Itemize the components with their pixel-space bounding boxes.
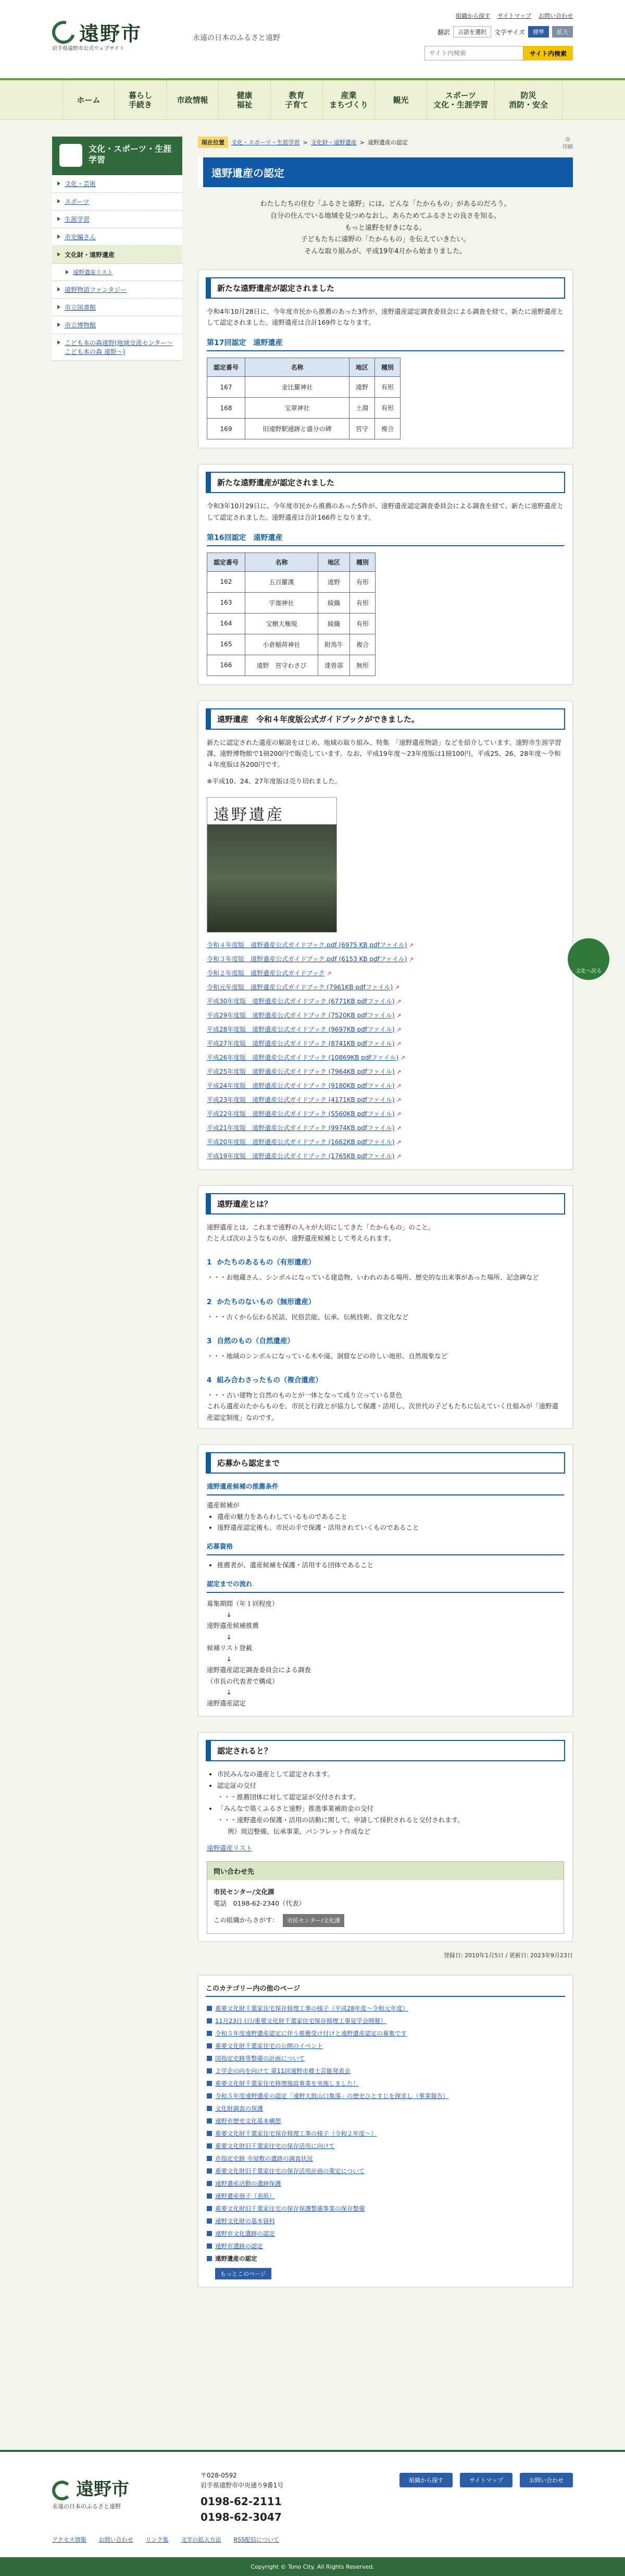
util-link-sitemap[interactable]: サイトマップ	[497, 13, 531, 19]
section-after-approval	[198, 1732, 573, 1942]
list-item	[206, 2027, 565, 2040]
cell: 綾織	[318, 592, 350, 613]
sidebar-link[interactable]: スポーツ	[65, 198, 90, 205]
cell: 遠野	[318, 571, 350, 592]
category-link[interactable]: 遠野市文化遺跡の認定	[215, 2230, 275, 2238]
type-number: 1	[207, 1258, 212, 1267]
list-item	[207, 994, 564, 1008]
font-enlarge-button[interactable]: 拡大	[552, 26, 573, 38]
cell: 宇迦神社	[245, 592, 318, 613]
contact-org: 市民センター/文化課	[214, 1887, 274, 1896]
breadcrumb-current: 遠野遺産の認定	[368, 139, 408, 146]
site-footer	[0, 2450, 625, 2576]
category-link[interactable]: 11月23日 (日/重要文化財千葉家住宅保存修理工事見学会開催）	[215, 2017, 386, 2025]
sidebar-item-museum[interactable]	[52, 316, 182, 334]
list-item	[207, 938, 564, 952]
list-item: • 遺産の魅力をあらわしているものであること	[217, 1511, 564, 1523]
section-note: ※平成10、24、27年度版は売り切れました。	[207, 777, 342, 785]
category-link[interactable]: 遠野市歴史文化基本構想	[215, 2117, 281, 2125]
table-row	[207, 377, 401, 398]
pdf-link[interactable]: 令和４年度版 遠野遺産公式ガイドブック.pdf (6975 KB pdfファイル)	[207, 941, 407, 949]
page-title: 遠野遺産の認定	[198, 157, 573, 187]
section-heading: 遠野遺産 令和４年度版公式ガイドブックができました。	[206, 708, 565, 730]
gnav-industry[interactable]: 産業 まちづくり	[323, 80, 375, 120]
sidebar-item-arts[interactable]	[52, 175, 182, 193]
section-heading: 認定されると？	[206, 1740, 565, 1761]
footer-address: 〒028-0592 岩手県遠野市中央通り9番1号	[201, 2472, 284, 2489]
updated-date: 登録日: 2010年1月5日 / 更新日: 2023年9月23日	[443, 1952, 573, 1959]
list-item	[207, 1135, 564, 1149]
heritage-type-text: ・・・地域のシンボルになっている木や滝、洞窟などの珍しい地形、自然現象など	[207, 1352, 448, 1360]
contact-box	[207, 1861, 564, 1934]
list-item	[206, 2140, 565, 2152]
cell: 五百羅漢	[245, 571, 318, 592]
footer-tel1: 0198-62-2111	[201, 2495, 282, 2508]
section-what-is-heritage	[198, 1185, 573, 1429]
col-name: 名称	[245, 553, 318, 571]
category-link[interactable]: 重要文化財千葉家住宅保存修理工事の様子（平成28年度〜令和元年度）	[215, 2005, 409, 2013]
main-content	[198, 137, 573, 2287]
list-item	[206, 2065, 565, 2077]
pdf-link[interactable]: 平成22年度版 遠野遺産公式ガイドブック (5560KB pdfファイル)	[207, 1110, 395, 1118]
list-item: • 市民みんなの遺産として認定されます。	[217, 1769, 564, 1780]
heritage-type-text: ・・・古くから伝わる民話、民俗芸能、伝承、伝統技術、食文化など	[207, 1312, 409, 1321]
section-body: 令和4年10月28日に、今年度市民から推薦のあった3件が、遠野遺産認定調査委員会による調査を経て、新たに遠野遺産として認定されました。遠野遺産は合計169件となります。	[207, 307, 564, 326]
list-item	[206, 2102, 565, 2115]
footer-phone	[201, 2494, 282, 2525]
heritage-type-heading	[207, 1256, 564, 1267]
gnav-sports-culture[interactable]: スポーツ 文化・生涯学習	[427, 80, 495, 120]
list-item	[207, 1050, 564, 1064]
font-size-label: 文字サイズ	[494, 28, 525, 36]
pdf-link[interactable]: 平成30年度版 遠野遺産公式ガイドブック (6771KB pdfファイル)	[207, 997, 395, 1005]
back-to-top-mascot[interactable]	[568, 938, 609, 980]
cell: 遠野	[349, 377, 375, 398]
site-name: 遠野市	[79, 22, 142, 45]
category-link[interactable]: 遠野市遺跡の認定	[215, 2242, 263, 2250]
footer-button-org[interactable]: 組織から探す	[399, 2473, 453, 2487]
cell: 無形	[350, 655, 376, 676]
category-link[interactable]: 遠野文化財の基本資料	[215, 2217, 275, 2225]
footer-site-name: 遠野市	[76, 2479, 129, 2500]
sidebar-link[interactable]: 遠野遺産リスト	[73, 269, 113, 276]
heritage-type-text: ・・・お地蔵さん、シンボルになっている建造物、いわれのある場所、歴史的な出来事があった場所、記念碑など	[207, 1273, 539, 1282]
category-link[interactable]: 市指定史跡 寺屋敷の遺跡の調査状況	[215, 2155, 313, 2163]
sidebar-link[interactable]: こども本の森遠野(地域交流センター〜こども本の森 遠野〜)	[65, 339, 173, 355]
col-number: 認定番号	[207, 553, 245, 571]
logo-mark-icon	[52, 2481, 72, 2500]
category-link[interactable]: 重要文化財千葉家住宅の公開のイベント	[215, 2042, 323, 2050]
footer-link[interactable]: アクセス情報	[52, 2536, 86, 2543]
sidebar-item-heritage-list[interactable]	[52, 264, 182, 281]
sidebar-link[interactable]: 文化・芸術	[65, 180, 96, 188]
category-link[interactable]: 遠野遺産冊子（表紙）	[215, 2192, 275, 2200]
type-title: 自然のもの（自然遺産）	[217, 1336, 294, 1345]
pdf-link[interactable]: 平成23年度版 遠野遺産公式ガイドブック (4171KB pdfファイル)	[207, 1096, 395, 1103]
category-link[interactable]: 令和５年度遠野遺産認定に伴う推薦受け付けと遠野遺産認定の募集です	[215, 2030, 407, 2038]
sidebar-title: 文化・スポーツ・生涯学習	[52, 137, 182, 175]
breadcrumb: 現在位置 文化・スポーツ・生涯学習 > 文化財・遠野遺産 > 遠野遺産の認定	[198, 137, 573, 148]
list-item	[206, 2002, 565, 2015]
flow-label: 認定までの流れ	[207, 1578, 564, 1593]
intro-text: わたしたちの住む「ふるさと遠野」には、どんな「たからもの」があるのだろう。 自分の住んでいる地域を見つめなおし、あらためてふるさとの良さを知る。 もっと遠野を好きになる。 子どもたちに遠野の「たからもの」を伝えていきたい。 そんな取り組みが、平成19年4月から始まりました。	[260, 200, 511, 255]
pdf-link[interactable]: 平成21年度版 遠野遺産公式ガイドブック (9974KB pdfファイル)	[207, 1124, 395, 1132]
list-item: • 「みんなで築くふるさと遠野」推進事業補助金の交付 ・・・遠野遺産の保護・活用の活動に関して、申請して採択されると交付されます。	[217, 1803, 564, 1826]
list-item	[206, 2090, 565, 2102]
breadcrumb-item[interactable]: 文化・スポーツ・生涯学習	[231, 139, 300, 146]
pdf-link[interactable]: 平成25年度版 遠野遺産公式ガイドブック (7964KB pdfファイル)	[207, 1068, 395, 1075]
list-item	[206, 2240, 565, 2252]
footer-tel2: 0198-62-3047	[201, 2511, 282, 2523]
section-body: 遠野遺産とは、これまで遠野の人々が大切にしてきた「たからもの」のこと。 たとえば次のようなものが、遠野遺産候補として考えられます。	[207, 1223, 435, 1242]
list-item	[207, 966, 564, 980]
heritage-type-heading	[207, 1374, 564, 1384]
category-link[interactable]: 遠野遺産活動の遺跡保護	[215, 2180, 281, 2188]
list-item	[207, 1036, 564, 1050]
list-item	[206, 2165, 565, 2177]
list-item	[207, 1121, 564, 1135]
footer-link[interactable]: RSS配信について	[233, 2536, 279, 2543]
heritage-table-16	[207, 553, 376, 676]
category-current: 遠野遺産の認定	[206, 2252, 565, 2265]
cell: 163	[207, 592, 245, 613]
sidebar-link[interactable]: 市立図書館	[65, 304, 96, 311]
site-sub: 岩手県遠野市公式ウェブサイト	[52, 46, 124, 52]
list-item	[207, 1149, 564, 1163]
cell: 複合	[350, 634, 376, 655]
list-item	[206, 2115, 565, 2127]
footer-button-sitemap[interactable]: サイトマップ	[460, 2473, 512, 2487]
category-link[interactable]: 文化財調査の保護	[215, 2105, 263, 2113]
print-label: 印刷	[562, 144, 573, 150]
list-item	[206, 2177, 565, 2190]
category-link[interactable]: 重要文化財旧千葉家住宅の保存保護整備事業の保存整備	[215, 2205, 365, 2213]
table-row	[207, 419, 401, 439]
guidebook-file-list	[198, 938, 572, 1169]
list-item	[206, 2202, 565, 2215]
contact-form-button[interactable]: 市民センター/文化課	[283, 1914, 344, 1928]
cell: 金比羅神社	[245, 377, 349, 398]
col-type: 種別	[375, 358, 401, 377]
category-link[interactable]: 重要文化財千葉家住宅保存修理工事の様子（令和２年度〜）	[215, 2130, 377, 2138]
contact-form-prompt: この組織からさがす：	[214, 1916, 279, 1924]
category-link[interactable]: 重要文化財旧千葉家住宅の保存活用に向けて	[215, 2142, 335, 2150]
logo-mark-icon	[48, 16, 79, 47]
table-row	[207, 613, 376, 634]
cell: 達曽部	[318, 655, 350, 676]
list-item	[206, 2152, 565, 2165]
footer-link[interactable]: お問い合わせ	[98, 2536, 133, 2543]
footer-slogan: 永遠の日本のふるさと遠野	[52, 2503, 121, 2510]
cell: 附馬牛	[318, 634, 350, 655]
type-number: 2	[207, 1297, 212, 1306]
lang-label: 翻訳	[437, 28, 450, 36]
category-heading: このカテゴリー内の他のページ	[206, 1983, 565, 1997]
recommendation-label: 遠野遺産候補の推薦条件	[207, 1481, 564, 1495]
sidebar-link[interactable]: 市立博物館	[65, 322, 96, 329]
list-item	[207, 1078, 564, 1093]
table-row	[207, 571, 376, 592]
col-area: 地区	[318, 553, 350, 571]
cell: 169	[207, 419, 245, 439]
type-title: かたちのあるもの（有形遺産）	[217, 1258, 316, 1267]
category-link[interactable]: ２学企の向を向けて 第11回遠野市郷土芸能発表会	[215, 2067, 351, 2075]
sidebar-item-history[interactable]	[52, 228, 182, 246]
pdf-link[interactable]: 令和元年度版 遠野遺産公式ガイドブック (7961KB pdfファイル)	[207, 983, 393, 991]
approval-benefits	[207, 1769, 564, 1854]
benefit-example: 例）周辺整備、伝承事業、パンフレット作成など	[228, 1827, 371, 1835]
more-pages-button[interactable]: もっとこのページ	[215, 2268, 271, 2279]
qualification-label: 応募資格	[207, 1541, 564, 1555]
type-number: 3	[207, 1336, 212, 1345]
printer-icon: ⎙	[566, 137, 570, 142]
section-new-heritage-2022	[198, 269, 573, 449]
type-title: かたちのないもの（無形遺産）	[217, 1297, 316, 1306]
section-body: 令和3年10月29日に、今年度市民から推薦のあった5件が、遠野遺産認定調査委員会による調査を経て、新たに遠野遺産として認定されました。遠野遺産は合計166件となります。	[207, 502, 564, 521]
col-name: 名称	[245, 358, 349, 377]
breadcrumb-item[interactable]: 文化財・遠野遺産	[310, 139, 357, 146]
cell: 宮守	[349, 419, 375, 439]
table-row	[207, 398, 401, 419]
col-number: 認定番号	[207, 358, 245, 377]
heritage-list-link[interactable]: 遠野遺産リスト	[207, 1844, 253, 1852]
sidebar-item-fantasy[interactable]	[52, 281, 182, 299]
section-heading: 新たな遠野遺産が認定されました	[206, 277, 565, 299]
cell: 宝翠神社	[245, 398, 349, 419]
cell: 164	[207, 613, 245, 634]
mascot-label: 文化へ戻る	[576, 968, 602, 974]
footer-buttons	[399, 2473, 573, 2487]
sidebar	[52, 137, 182, 361]
type-title: 組み合わさったもの（複合遺産）	[217, 1376, 322, 1384]
category-link[interactable]: 令和５年度遠野遺産の認定「遠野太鼓山口集落」の歴史ひとすじを探求し（事業報告）	[215, 2092, 449, 2100]
util-link-contact[interactable]: お問い合わせ	[539, 13, 573, 19]
list-item	[206, 2127, 565, 2140]
gnav-home[interactable]: ホーム	[63, 80, 115, 120]
pdf-link[interactable]: 平成19年度版 遠野遺産公式ガイドブック (1765KB pdfファイル)	[207, 1152, 395, 1160]
gnav-tourism[interactable]: 観光	[375, 80, 427, 120]
cell: 土淵	[349, 398, 375, 419]
col-type: 種別	[350, 553, 376, 571]
list-item	[207, 1008, 564, 1022]
contact-heading: 問い合わせ先	[207, 1862, 564, 1880]
cell: 168	[207, 398, 245, 419]
site-search	[424, 46, 573, 60]
list-item	[207, 1093, 564, 1107]
sidebar-item-library[interactable]	[52, 299, 182, 316]
table-row	[207, 655, 376, 676]
category-link[interactable]: 重要文化財旧千葉家住宅の保存活用計画の策定について	[215, 2167, 365, 2175]
cell: 166	[207, 655, 245, 676]
cell: 165	[207, 634, 245, 655]
cell: 遠野 宮守わさび	[245, 655, 318, 676]
list-item	[206, 2015, 565, 2027]
pdf-link[interactable]: 令和２年度版 遠野遺産公式ガイドブック	[207, 969, 325, 977]
gnav-education[interactable]: 教育 子育て	[271, 80, 323, 120]
heritage-type-heading	[207, 1296, 564, 1306]
font-standard-button[interactable]: 標準	[528, 26, 549, 38]
section-heading: 新たな遠野遺産が認定されました	[206, 472, 565, 493]
recommendation-block	[207, 1481, 564, 1593]
list-item: • 遠野遺産認定後も、市民の手で保護・活用されていくものであること	[217, 1522, 564, 1534]
list-item: • 推薦者が、遺産候補を保護・活用する団体であること	[217, 1560, 564, 1571]
list-item	[206, 2077, 565, 2090]
cell: 有形	[375, 398, 401, 419]
pdf-link[interactable]: 平成26年度版 遠野遺産公式ガイドブック (10869KB pdfファイル)	[207, 1053, 399, 1061]
footer-logo[interactable]	[52, 2475, 129, 2500]
section-guidebook	[198, 701, 573, 1170]
breadcrumb-here: 現在位置	[198, 137, 228, 148]
col-area: 地区	[349, 358, 375, 377]
utility-links	[456, 11, 573, 20]
list-item	[207, 1064, 564, 1078]
cover-title: 遠野遺産	[214, 805, 284, 824]
global-nav	[0, 78, 625, 120]
section-application-flow	[198, 1444, 573, 1717]
gnav-city[interactable]: 市政情報	[167, 80, 219, 120]
pdf-link[interactable]: 平成29年度版 遠野遺産公式ガイドブック (7520KB pdfファイル)	[207, 1011, 395, 1019]
gnav-safety[interactable]: 防災 消防・安全	[495, 80, 562, 120]
list-item	[206, 2052, 565, 2065]
pdf-link[interactable]: 平成27年度版 遠野遺産公式ガイドブック (8741KB pdfファイル)	[207, 1039, 395, 1047]
cell: 有形	[350, 592, 376, 613]
list-item	[207, 952, 564, 966]
language-and-font-controls	[438, 26, 573, 38]
footer-link[interactable]: リンク集	[145, 2536, 169, 2543]
cell: 167	[207, 377, 245, 398]
list-item	[207, 1107, 564, 1121]
site-logo[interactable]	[52, 18, 142, 52]
sidebar-item-lifelong[interactable]	[52, 211, 182, 228]
contact-tel: 電話 0198-62-2340（代表）	[214, 1899, 306, 1907]
language-select[interactable]: 言語を選択	[453, 26, 491, 38]
cell: 有形	[350, 571, 376, 592]
table-row	[207, 634, 376, 655]
gnav-living[interactable]: 暮らし 手続き	[115, 80, 167, 120]
heritage-type-heading	[207, 1335, 564, 1345]
list-item	[206, 2190, 565, 2202]
search-input[interactable]	[424, 46, 523, 60]
sidebar-link[interactable]: 生涯学習	[65, 216, 90, 223]
category-link[interactable]: 国指定史跡等整備の計画について	[215, 2055, 305, 2063]
util-link-org[interactable]: 組織から探す	[456, 13, 491, 19]
cell: 162	[207, 571, 245, 592]
gnav-health[interactable]: 健康 福祉	[219, 80, 271, 120]
sidebar-item-sports[interactable]	[52, 193, 182, 211]
type-number: 4	[207, 1376, 212, 1384]
search-button[interactable]: サイト内検索	[523, 46, 573, 60]
pdf-link[interactable]: 平成28年度版 遠野遺産公式ガイドブック (9697KB pdfファイル)	[207, 1025, 395, 1033]
category-pages	[198, 1975, 573, 2287]
category-link[interactable]: 重要文化財千葉家住宅修理施設事業を実施しました！	[215, 2080, 359, 2088]
sidebar-item-heritage[interactable]: 文化財・遠野遺産	[52, 246, 182, 264]
cell: 旧遠野駅逓跡と盛分の碑	[245, 419, 349, 439]
heritage-type-text: ・・・古い建物と自然のものとが一体となって成り立っている景色 これら遺産のたからものを、市民と行政とが協力して保護・活用し、次世代の子どもたちに伝えていく仕組みが「遠野遺産認定制度」なのです。	[207, 1391, 559, 1421]
list-item	[206, 2227, 565, 2240]
footer-link[interactable]: 文字の拡大方法	[181, 2536, 221, 2543]
pdf-link[interactable]: 平成20年度版 遠野遺産公式ガイドブック (1662KB pdfファイル)	[207, 1138, 395, 1146]
sidebar-item-kodomo[interactable]	[52, 334, 182, 361]
cell: 宝樹大権現	[245, 613, 318, 634]
table-title: 第17回認定 遠野遺産	[207, 337, 564, 351]
heritage-table-17	[207, 358, 401, 439]
footer-links	[52, 2535, 279, 2544]
cell: 有形	[375, 377, 401, 398]
list-item: • 認定証の交付 ・・・推薦団体に対して認定証が交付されます。	[217, 1780, 564, 1803]
list-item	[206, 2040, 565, 2052]
recommendation-intro: 遺産候補が	[207, 1501, 240, 1509]
list-item	[207, 980, 564, 994]
approval-flow: 募集期間（年１回程度） ↓ 遠野遺産候補推薦 ↓ 候補リスト登載 ↓ 遠野遺産認定調査委員会による調査 （市長の代表者で構成） ↓ 遠野遺産認定	[207, 1599, 311, 1708]
sidebar-link[interactable]: 遠野物語ファンタジー	[65, 286, 127, 293]
section-new-heritage-2021	[198, 464, 573, 685]
site-tagline: 永遠の日本のふるさと遠野	[193, 34, 280, 42]
sidebar-link[interactable]: 市史編さん	[65, 234, 96, 241]
cell: 有形	[350, 613, 376, 634]
site-header	[0, 0, 625, 78]
table-row	[207, 592, 376, 613]
section-heading: 遠野遺産とは？	[206, 1193, 565, 1215]
section-heading: 応募から認定まで	[206, 1452, 565, 1474]
table-title: 第16回認定 遠野遺産	[207, 532, 564, 546]
guidebook-cover-image	[207, 797, 337, 933]
section-body: 新たに認定された遺産の解説をはじめ、地域の取り組み、特集 「遠野遺産物語」などを紹介しています。遠野市生涯学習課、遠野博物館で1冊200円で販売しています。なお、平成19年度〜23年度版は1冊100円、平成25、26、28年度〜令和４年度版は各200円です。	[207, 738, 561, 769]
list-item	[207, 1022, 564, 1036]
cell: 複合	[375, 419, 401, 439]
print-button[interactable]	[562, 137, 573, 150]
footer-button-contact[interactable]: お問い合わせ	[520, 2473, 573, 2487]
cell: 綾織	[318, 613, 350, 634]
pdf-link[interactable]: 令和３年度版 遠野遺産公式ガイドブック.pdf (6153 KB pdfファイル)	[207, 955, 407, 963]
list-item	[206, 2215, 565, 2227]
copyright: Copyright © Tono City. All Rights Reserved.	[0, 2557, 625, 2576]
pdf-link[interactable]: 平成24年度版 遠野遺産公式ガイドブック (9180KB pdfファイル)	[207, 1082, 395, 1089]
cell: 小倉稲荷神社	[245, 634, 318, 655]
